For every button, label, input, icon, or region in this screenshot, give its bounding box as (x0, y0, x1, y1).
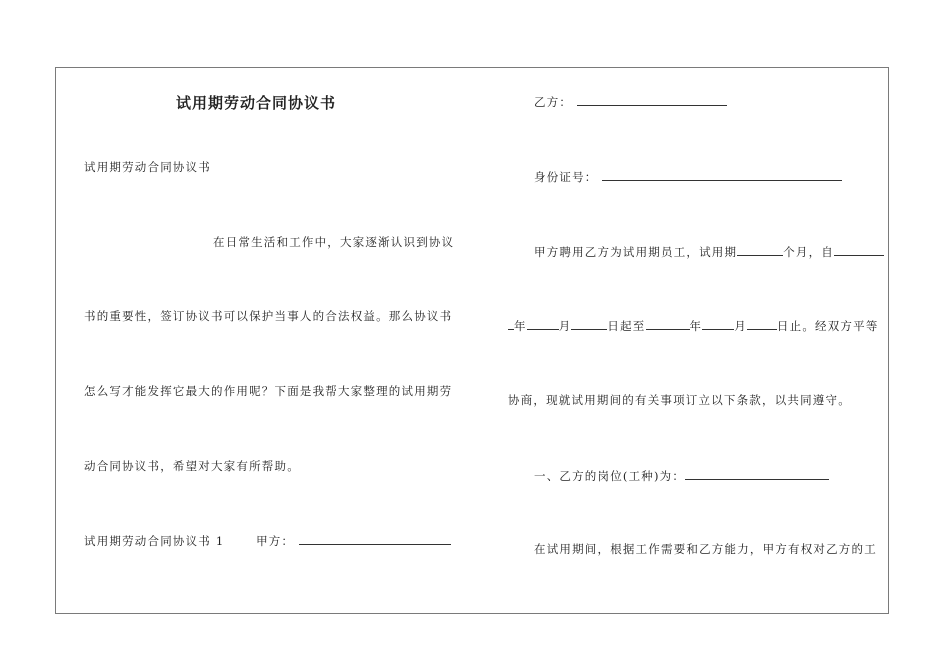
section-title: 试用期劳动合同协议书 1 (84, 534, 225, 548)
month-label-2: 月 (734, 319, 747, 333)
year-label: 年 (514, 319, 527, 333)
intro-line-4: 动合同协议书，希望对大家有所帮助。 (84, 459, 300, 473)
party-b-blank (577, 94, 727, 106)
party-a-blank (299, 533, 451, 545)
party-b-line (534, 94, 727, 109)
party-a-label: 甲方： (256, 534, 295, 548)
clause-1-line (534, 468, 829, 483)
id-number-blank (602, 169, 842, 181)
section-heading (84, 533, 451, 548)
intro-line-1: 在日常生活和工作中，大家逐渐认识到协议 (213, 235, 455, 249)
day-to-label: 日起至 (607, 319, 646, 333)
subtitle: 试用期劳动合同协议书 (84, 160, 211, 174)
year-label-2: 年 (689, 319, 703, 333)
document-frame (55, 67, 889, 614)
probation-text-b: 个月，自 (783, 245, 835, 259)
intro-line-2: 书的重要性，签订协议书可以保护当事人的合法权益。那么协议书 (84, 309, 453, 323)
day-end-label: 日止。经双方平等 (776, 319, 879, 333)
months-blank (737, 244, 783, 256)
end-day-blank (747, 318, 777, 330)
id-number-line (534, 169, 842, 184)
probation-line-2 (508, 318, 879, 333)
document-title: 试用期劳动合同协议书 (176, 94, 337, 112)
end-year-blank (646, 318, 690, 330)
party-b-label: 乙方： (534, 95, 573, 109)
probation-line-1 (534, 244, 884, 259)
end-month-blank (702, 318, 734, 330)
position-blank (685, 468, 829, 480)
start-month-blank (527, 318, 559, 330)
clause-1-label: 一、乙方的岗位(工种)为： (534, 469, 686, 483)
probation-text-a: 甲方聘用乙方为试用期员工，试用期 (534, 245, 738, 259)
start-day-blank (571, 318, 607, 330)
start-year-blank-a (834, 244, 884, 256)
intro-line-3: 怎么写才能发挥它最大的作用呢？下面是我帮大家整理的试用期劳 (84, 384, 453, 398)
month-label: 月 (558, 319, 572, 333)
id-number-label: 身份证号： (534, 170, 598, 184)
probation-line-3: 协商，现就试用期间的有关事项订立以下条款，以共同遵守。 (508, 393, 851, 407)
probation-line-4: 在试用期间，根据工作需要和乙方能力，甲方有权对乙方的工 (534, 542, 877, 556)
